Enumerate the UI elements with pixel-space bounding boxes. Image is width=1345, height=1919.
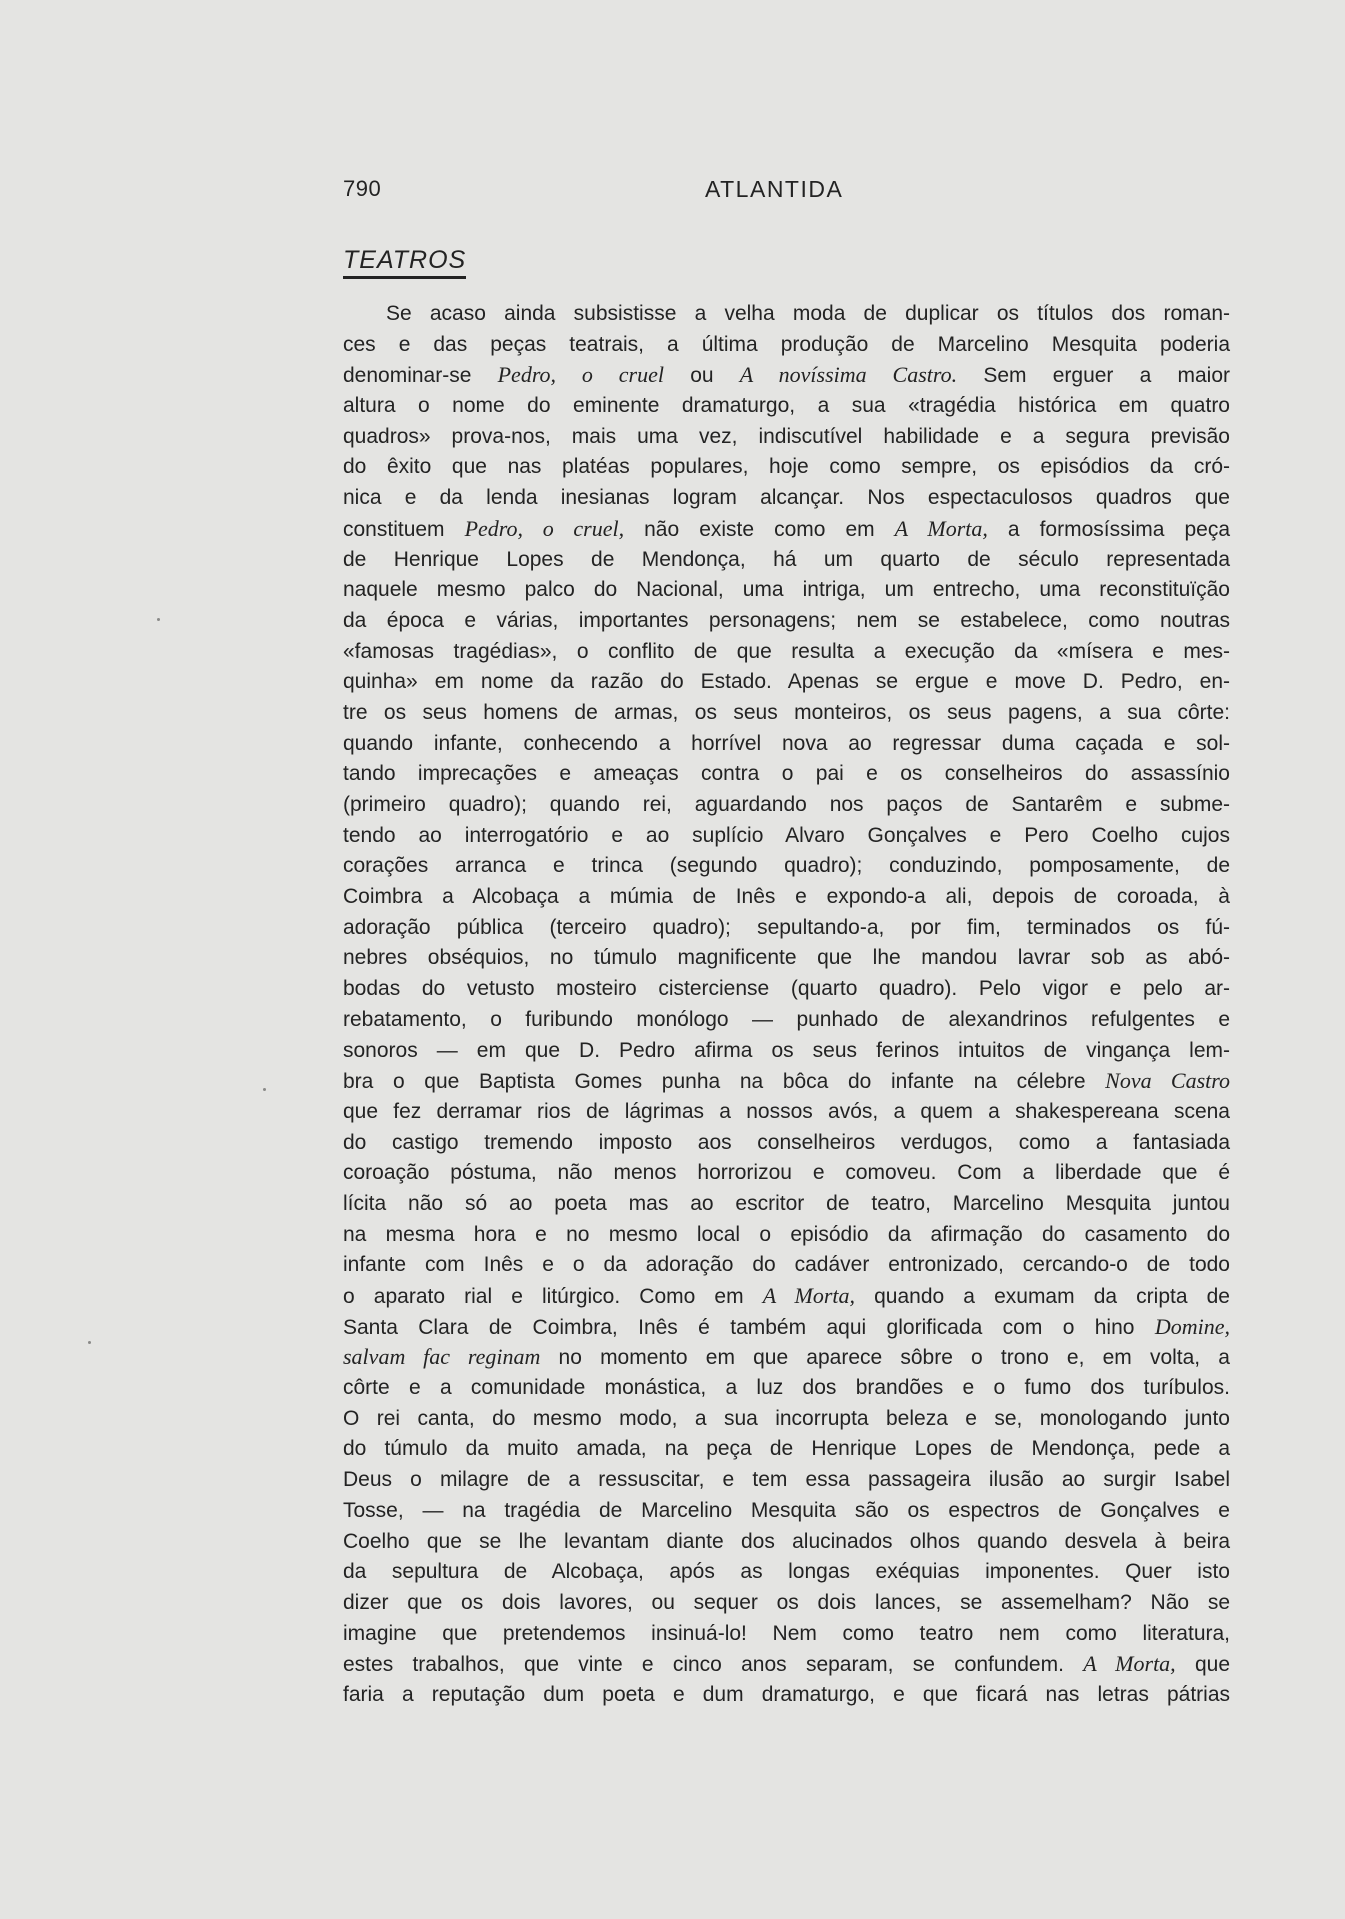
text-line	[343, 943, 1230, 974]
text-run: do êxito que nas platéas populares, hoje como sempre, os episódios da cró-	[343, 455, 1230, 479]
article-body	[343, 299, 1230, 1711]
text-line	[343, 851, 1230, 882]
text-run: denominar-se	[343, 364, 498, 388]
text-run: infante com Inês e o da adoração do cadáver entronizado, cercando-o de todo	[343, 1253, 1230, 1277]
text-run: Santa Clara de Coimbra, Inês é também aqui glorificada com o hino	[343, 1315, 1155, 1339]
text-run: quadros» prova-nos, mais uma vez, indiscutível habilidade e a segura previsão	[343, 424, 1230, 448]
text-run: bodas do vetusto mosteiro cisterciense (quarto quadro). Pelo vigor e pelo ar-	[343, 977, 1230, 1001]
text-line	[343, 1527, 1230, 1558]
text-line	[343, 1097, 1230, 1128]
text-line	[343, 1281, 1230, 1312]
italic-title: A Morta,	[894, 515, 988, 541]
text-line	[343, 1250, 1230, 1281]
text-line	[343, 575, 1230, 606]
text-run: faria a reputação dum poeta e dum dramaturgo, e que ficará nas letras pátrias	[343, 1682, 1230, 1706]
text-line	[343, 1066, 1230, 1097]
paper-speck	[263, 1088, 266, 1091]
text-run: ces e das peças teatrais, a última produção de Marcelino Mesquita poderia	[343, 332, 1230, 356]
italic-title: Domine,	[1154, 1313, 1230, 1339]
text-run: estes trabalhos, que vinte e cinco anos separam, se confundem.	[343, 1653, 1084, 1677]
text-line	[343, 1342, 1230, 1373]
text-line	[343, 1312, 1230, 1343]
section-title: TEATROS	[343, 245, 466, 279]
text-line	[343, 698, 1230, 729]
text-run: dizer que os dois lavores, ou sequer os dois lances, se assemelham? Não se	[343, 1590, 1230, 1614]
page-header	[343, 176, 1223, 208]
text-line	[343, 821, 1230, 852]
text-run: imagine que pretendemos insinuá-lo! Nem como teatro nem como literatura,	[343, 1621, 1230, 1645]
text-line	[343, 1588, 1230, 1619]
text-line	[343, 1434, 1230, 1465]
text-line	[343, 1649, 1230, 1680]
text-line	[343, 667, 1230, 698]
text-run: constituem	[343, 517, 465, 541]
text-run: Se acaso ainda subsistisse a velha moda de duplicar os títulos dos roman-	[386, 302, 1230, 325]
text-line	[343, 360, 1230, 391]
text-line	[343, 913, 1230, 944]
text-run: côrte e a comunidade monástica, a luz dos brandões e o fumo dos turíbulos.	[343, 1376, 1230, 1400]
text-run: no momento em que aparece sôbre o trono e, em volta, a	[540, 1346, 1230, 1370]
italic-title: Nova Castro	[1105, 1068, 1231, 1094]
text-run: de Henrique Lopes de Mendonça, há um quarto de século representada	[343, 547, 1230, 571]
italic-title: A novíssima Castro.	[739, 362, 958, 388]
text-run: tando imprecações e ameaças contra o pai e os conselheiros do assassínio	[343, 762, 1230, 786]
text-run: coroação póstuma, não menos horrorizou e comoveu. Com a liberdade que é	[343, 1161, 1230, 1185]
italic-title: Pedro, o cruel	[497, 362, 664, 388]
text-run: que fez derramar rios de lágrimas a nossos avós, a quem a shakespereana scena	[343, 1099, 1230, 1123]
text-line	[343, 1465, 1230, 1496]
text-line	[343, 1680, 1230, 1711]
text-run: quinha» em nome da razão do Estado. Apenas se ergue e move D. Pedro, en-	[343, 670, 1230, 694]
text-run: nica e da lenda inesianas logram alcançar. Nos espectaculosos quadros que	[343, 486, 1230, 510]
text-line	[343, 1005, 1230, 1036]
text-run: Sem erguer a maior	[957, 364, 1231, 388]
text-run: não existe como em	[624, 517, 895, 541]
italic-title: A Morta,	[762, 1283, 856, 1308]
text-line	[343, 452, 1230, 483]
text-run: Tosse, — na tragédia de Marcelino Mesquita são os espectros de Gonçalves e	[343, 1498, 1230, 1522]
text-line	[343, 637, 1230, 668]
text-line	[343, 790, 1230, 821]
running-title: ATLANTIDA	[705, 176, 844, 202]
text-line	[343, 483, 1230, 514]
text-run: (primeiro quadro); quando rei, aguardando nos paços de Santarêm e subme-	[343, 793, 1230, 816]
text-line	[343, 974, 1230, 1005]
text-run: Coelho que se lhe levantam diante dos alucinados olhos quando desvela à beira	[343, 1529, 1230, 1553]
text-line	[343, 1619, 1230, 1650]
text-run: Deus o milagre de a ressuscitar, e tem essa passageira ilusão ao surgir Isabel	[343, 1468, 1230, 1492]
paper-speck	[88, 1341, 91, 1344]
text-run: quando a exumam da cripta de	[855, 1285, 1230, 1308]
text-run: «famosas tragédias», o conflito de que resulta a execução da «mísera e mes-	[343, 639, 1230, 663]
text-run: do túmulo da muito amada, na peça de Henrique Lopes de Mendonça, pede a	[343, 1437, 1230, 1461]
text-run: altura o nome do eminente dramaturgo, a sua «tragédia histórica em quatro	[343, 394, 1230, 418]
text-line	[343, 1128, 1230, 1159]
text-run: tendo ao interrogatório e ao suplício Alvaro Gonçalves e Pero Coelho cujos	[343, 823, 1230, 847]
text-line	[343, 391, 1230, 422]
text-line	[343, 759, 1230, 790]
text-run: a formosíssima peça	[987, 517, 1231, 541]
text-run: Coimbra a Alcobaça a múmia de Inês e expondo-a ali, depois de coroada, à	[343, 885, 1230, 909]
text-run: adoração pública (terceiro quadro); sepultando-a, por fim, terminados os fú-	[343, 915, 1230, 939]
text-run: quando infante, conhecendo a horrível nova ao regressar duma caçada e sol-	[343, 731, 1230, 755]
text-run: na mesma hora e no mesmo local o episódio da afirmação do casamento do	[343, 1222, 1230, 1246]
italic-title: salvam fac reginam	[343, 1344, 541, 1370]
text-line	[343, 1557, 1230, 1588]
text-run: que	[1175, 1653, 1230, 1677]
page-number: 790	[343, 176, 382, 201]
text-run: corações arranca e trinca (segundo quadro); conduzindo, pomposamente, de	[343, 854, 1230, 878]
text-line	[343, 1189, 1230, 1220]
text-line	[343, 514, 1230, 545]
text-line	[343, 1373, 1230, 1404]
text-line	[343, 330, 1230, 361]
italic-title: A Morta,	[1083, 1651, 1176, 1677]
text-line	[343, 606, 1230, 637]
text-line	[343, 422, 1230, 453]
text-run: sonoros — em que D. Pedro afirma os seus ferinos intuitos de vingança lem-	[343, 1038, 1230, 1062]
text-run: o aparato rial e litúrgico. Como em	[343, 1285, 763, 1308]
text-line	[343, 1036, 1230, 1067]
text-run: da época e várias, importantes personagens; nem se estabelece, como noutras	[343, 608, 1230, 632]
text-line	[343, 1496, 1230, 1527]
text-line	[343, 729, 1230, 760]
text-run: bra o que Baptista Gomes punha na bôca do infante na célebre	[343, 1070, 1106, 1094]
text-line	[343, 1158, 1230, 1189]
paper-speck	[157, 618, 160, 621]
text-run: ou	[664, 364, 740, 388]
text-run: rebatamento, o furibundo monólogo — punhado de alexandrinos refulgentes e	[343, 1007, 1230, 1031]
italic-title: Pedro, o cruel,	[464, 515, 625, 541]
text-line	[343, 545, 1230, 576]
text-run: naquele mesmo palco do Nacional, uma intriga, um entrecho, uma reconstituïção	[343, 578, 1230, 602]
text-run: lícita não só ao poeta mas ao escritor de teatro, Marcelino Mesquita juntou	[343, 1191, 1230, 1215]
text-line	[343, 882, 1230, 913]
text-line	[343, 299, 1230, 330]
text-run: tre os seus homens de armas, os seus monteiros, os seus pagens, a sua côrte:	[343, 700, 1230, 724]
text-run: da sepultura de Alcobaça, após as longas exéquias imponentes. Quer isto	[343, 1560, 1230, 1584]
text-run: do castigo tremendo imposto aos conselheiros verdugos, como a fantasiada	[343, 1130, 1230, 1154]
text-line	[343, 1404, 1230, 1435]
text-run: nebres obséquios, no túmulo magnificente que lhe mandou lavrar sob as abó-	[343, 946, 1230, 970]
text-line	[343, 1220, 1230, 1251]
text-run: O rei canta, do mesmo modo, a sua incorrupta beleza e se, monologando junto	[343, 1406, 1230, 1430]
